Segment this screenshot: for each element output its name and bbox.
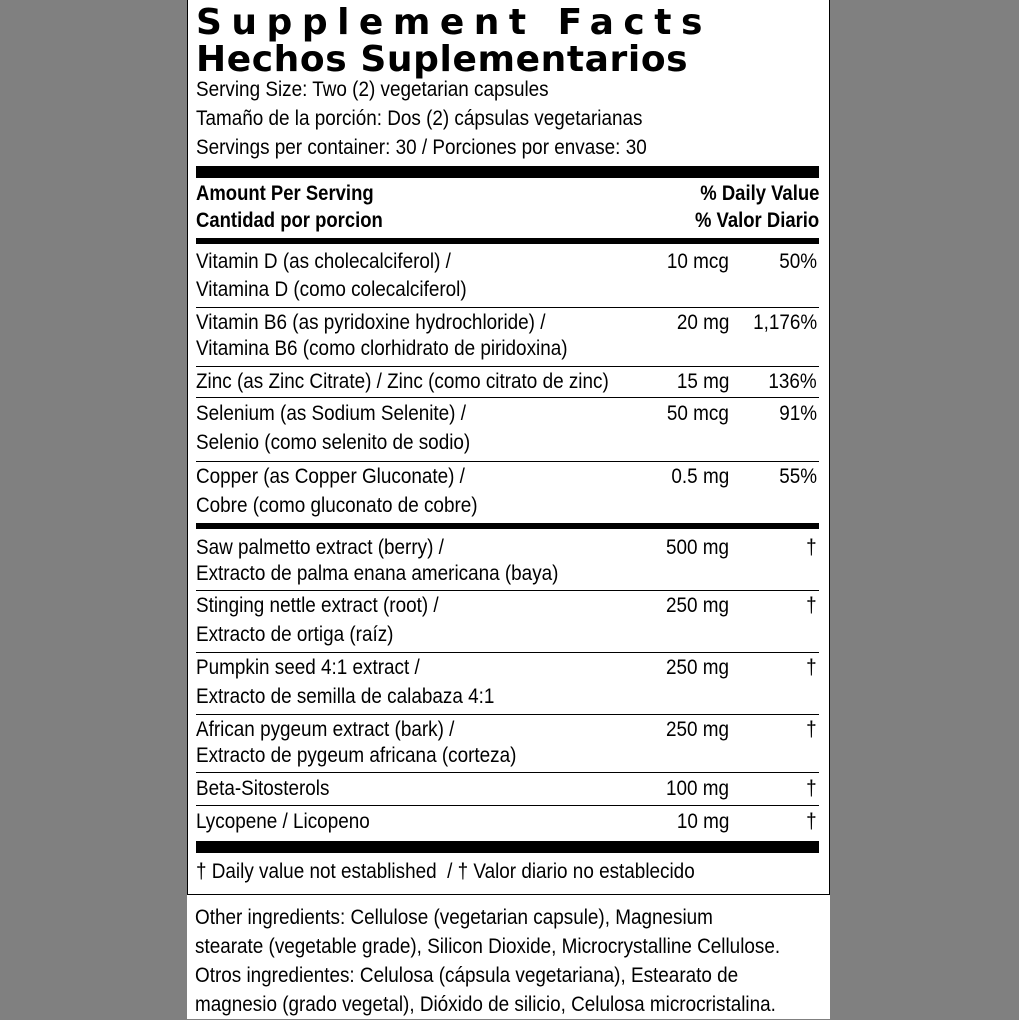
row-divider <box>196 307 819 308</box>
ingredient-amount: 10 mg <box>676 810 729 833</box>
ingredient-name: Lycopene / Licopeno <box>196 810 370 833</box>
nutrient-amount: 50 mcg <box>667 402 729 425</box>
ingredient-name-es: Extracto de ortiga (raíz) <box>196 623 394 646</box>
ingredient-name: Pumpkin seed 4:1 extract / <box>196 656 420 679</box>
serving-size: Serving Size: Two (2) vegetarian capsules <box>196 78 549 101</box>
supplement-facts-panel <box>187 0 830 895</box>
row-divider <box>196 805 819 806</box>
nutrient-amount: 10 mcg <box>667 250 729 273</box>
servings-per-container: Servings per container: 30 / Porciones por envase: 30 <box>196 136 647 159</box>
nutrient-name-es: Selenio (como selenito de sodio) <box>196 431 471 454</box>
ingredient-amount: 100 mg <box>665 777 729 800</box>
ingredient-amount: 250 mg <box>665 594 729 617</box>
nutrient-name-es: Cobre (como gluconato de cobre) <box>196 494 478 517</box>
row-divider <box>196 714 819 715</box>
ingredient-name: African pygeum extract (bark) / <box>196 718 455 741</box>
nutrient-amount: 0.5 mg <box>671 465 729 488</box>
row-divider <box>196 590 819 591</box>
row-divider <box>196 772 819 773</box>
ingredient-daily-value: † <box>806 810 817 833</box>
nutrient-amount: 15 mg <box>676 370 729 393</box>
nutrient-daily-value: 50% <box>779 250 817 273</box>
row-divider <box>196 652 819 653</box>
ingredient-daily-value: † <box>806 777 817 800</box>
other-ingredients-line-es: magnesio (grado vegetal), Dióxido de silicio, Celulosa microcristalina. <box>195 993 776 1016</box>
thick-divider <box>196 166 819 178</box>
ingredient-daily-value: † <box>806 594 817 617</box>
row-divider <box>196 461 819 462</box>
ingredient-daily-value: † <box>806 656 817 679</box>
nutrient-daily-value: 136% <box>768 370 817 393</box>
nutrient-name: Zinc (as Zinc Citrate) / Zinc (como citrato de zinc) <box>196 370 609 393</box>
row-divider <box>196 366 819 367</box>
nutrient-daily-value: 55% <box>779 465 817 488</box>
medium-divider <box>196 523 819 529</box>
ingredient-amount: 250 mg <box>665 656 729 679</box>
nutrient-name: Vitamin B6 (as pyridoxine hydrochloride) / <box>196 311 546 334</box>
amount-per-serving-label: Amount Per Serving <box>196 182 374 205</box>
ingredient-name: Stinging nettle extract (root) / <box>196 594 439 617</box>
nutrient-daily-value: 91% <box>779 402 817 425</box>
nutrient-name-es: Vitamina B6 (como clorhidrato de piridoxina) <box>196 337 568 360</box>
ingredient-name-es: Extracto de palma enana americana (baya) <box>196 562 559 585</box>
ingredient-name: Saw palmetto extract (berry) / <box>196 536 444 559</box>
medium-divider <box>196 238 819 244</box>
ingredient-amount: 500 mg <box>665 536 729 559</box>
nutrient-name-es: Vitamina D (como colecalciferol) <box>196 278 467 301</box>
ingredient-name: Beta-Sitosterols <box>196 777 330 800</box>
daily-value-label: % Daily Value <box>699 182 819 205</box>
ingredient-amount: 250 mg <box>665 718 729 741</box>
thick-divider <box>196 841 819 853</box>
ingredient-name-es: Extracto de pygeum africana (corteza) <box>196 744 517 767</box>
title-english: Supplement Facts <box>196 2 712 43</box>
other-ingredients-panel <box>187 895 830 1019</box>
other-ingredients-line: stearate (vegetable grade), Silicon Dioxide, Microcrystalline Cellulose. <box>195 935 781 958</box>
daily-value-label-es: % Valor Diario <box>694 209 819 232</box>
title-spanish: Hechos Suplementarios <box>196 39 689 80</box>
nutrient-name: Selenium (as Sodium Selenite) / <box>196 402 466 425</box>
nutrient-amount: 20 mg <box>676 311 729 334</box>
ingredient-name-es: Extracto de semilla de calabaza 4:1 <box>196 685 495 708</box>
daily-value-footnote: † Daily value not established / † Valor diario no establecido <box>196 860 695 883</box>
ingredient-daily-value: † <box>806 536 817 559</box>
nutrient-name: Copper (as Copper Gluconate) / <box>196 465 465 488</box>
other-ingredients-line: Other ingredients: Cellulose (vegetarian capsule), Magnesium <box>195 906 713 929</box>
amount-per-serving-label-es: Cantidad por porcion <box>196 209 383 232</box>
row-divider <box>196 397 819 398</box>
ingredient-daily-value: † <box>806 718 817 741</box>
nutrient-daily-value: 1,176% <box>752 311 817 334</box>
other-ingredients-line-es: Otros ingredientes: Celulosa (cápsula vegetariana), Estearato de <box>195 964 739 987</box>
serving-size-es: Tamaño de la porción: Dos (2) cápsulas vegetarianas <box>196 107 643 130</box>
nutrient-name: Vitamin D (as cholecalciferol) / <box>196 250 451 273</box>
